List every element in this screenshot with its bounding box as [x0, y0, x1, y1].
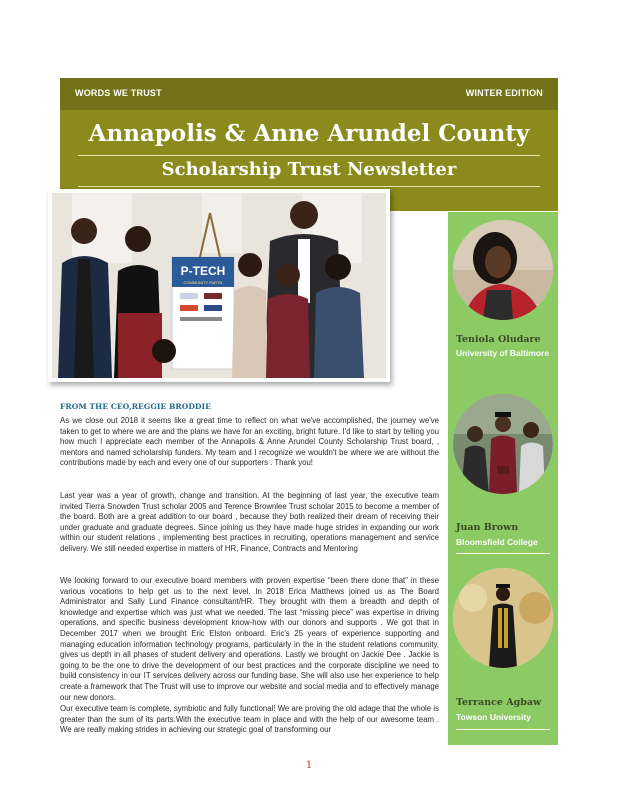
scholar-school-3: Towson University [456, 712, 531, 722]
group-photo-frame [48, 189, 390, 382]
scholar-portrait-2 [453, 394, 553, 494]
article-paragraph-4: Our executive team is complete, symbiotic and fully functional! We are proving the old adage that the whole is greater than the sum of its parts.With the executive team in place and with the help of our awesome team . We are really making strides in achieving our strategic goal of transforming our [60, 704, 439, 735]
scholar-portrait-3 [453, 568, 553, 668]
newsletter-title-line1: Annapolis & Anne Arundel County [88, 120, 530, 147]
page-number: 1 [305, 760, 313, 771]
scholar-name-1: Teniola Oludare [456, 334, 541, 345]
sign-text: P-TECH [180, 264, 226, 278]
article-paragraph-2: Last year was a year of growth, change and transition. At the beginning of last year, the executive team invited Tierra Snowden Trust scholar 2005 and Terence Brownlee Trust scholar 2015 to become a member of the board. Both are a great addition to our board , because they both realized their dream of receiving their under graduate and graduate degrees. Since joining us they have made huge strides in expanding our work within our student relations , implementing best practices in recruiting, operations management and service delivery. We still needed expertise in matters of HR, Finance, Contracts and Mentoring [60, 491, 439, 553]
scholar-portrait-1 [453, 220, 553, 320]
masthead-left-label: WORDS WE TRUST [75, 88, 162, 98]
title-divider-bottom [78, 186, 540, 187]
scholar-name-2: Juan Brown [456, 522, 519, 533]
scholar-divider-3 [456, 729, 550, 730]
article-paragraph-3: We looking forward to our executive board members with proven expertise “been there done that” in these various vocations to help get us to the next level. In 2018 Erica Matthews joined us as The Board Administrator and Sally Lund Finance consultant/HR. They brought with them a breadth and depth of knowledge and expertise which was just what we needed. The last “missing piece” was expertise in driving operations, and specific business development know-how with our donors and supports . We got that in December 2017 when we brought Eric Elston onboard. Eric's 25 years of experience supporting and managing education information technology programs, particularly in the in the student relations community, gives us depth in all phases of student delivery and operations. Lastly we brought on Jackie Dee . Jackie is going to be the one to drive the development of our best practices and the corporate discipline we need to build consistency in our IT services delivery across our funding base. She will also use her experience to help create a framework that The Trust will use to improve our website and social media and to effectively manage our new donors. [60, 576, 439, 702]
article-paragraph-1: As we close out 2018 it seems like a great time to reflect on what we've accomplished, the journey we've taken to get to where we are and the plans we have for an exciting, bright future. I'd like to start by telling you how much I appreciate each member of the Annapolis & Anne Arundel County Scholarship Trust board, , mentors and named scholarship funders. My team and I recognize we wouldn't be where we are without the contributions made by each and every one of our supporters . Thank you! [60, 416, 439, 468]
scholar-sidebar [448, 212, 558, 745]
scholar-school-1: University of Baltimore [456, 348, 550, 358]
article-heading: FROM THE CEO,REGGIE BRODDIE [60, 402, 212, 411]
group-photo [52, 193, 386, 378]
title-divider [78, 155, 540, 156]
masthead-top-strip [60, 78, 558, 110]
edition-label: WINTER EDITION [465, 88, 543, 98]
scholar-divider-2 [456, 553, 550, 554]
scholar-name-3: Terrance Agbaw [456, 697, 542, 708]
scholar-school-2: Bloomsfield College [456, 537, 538, 547]
newsletter-title-line2: Scholarship Trust Newsletter [161, 159, 457, 180]
sign-subtext: COMMUNITY PARTN [183, 280, 223, 285]
